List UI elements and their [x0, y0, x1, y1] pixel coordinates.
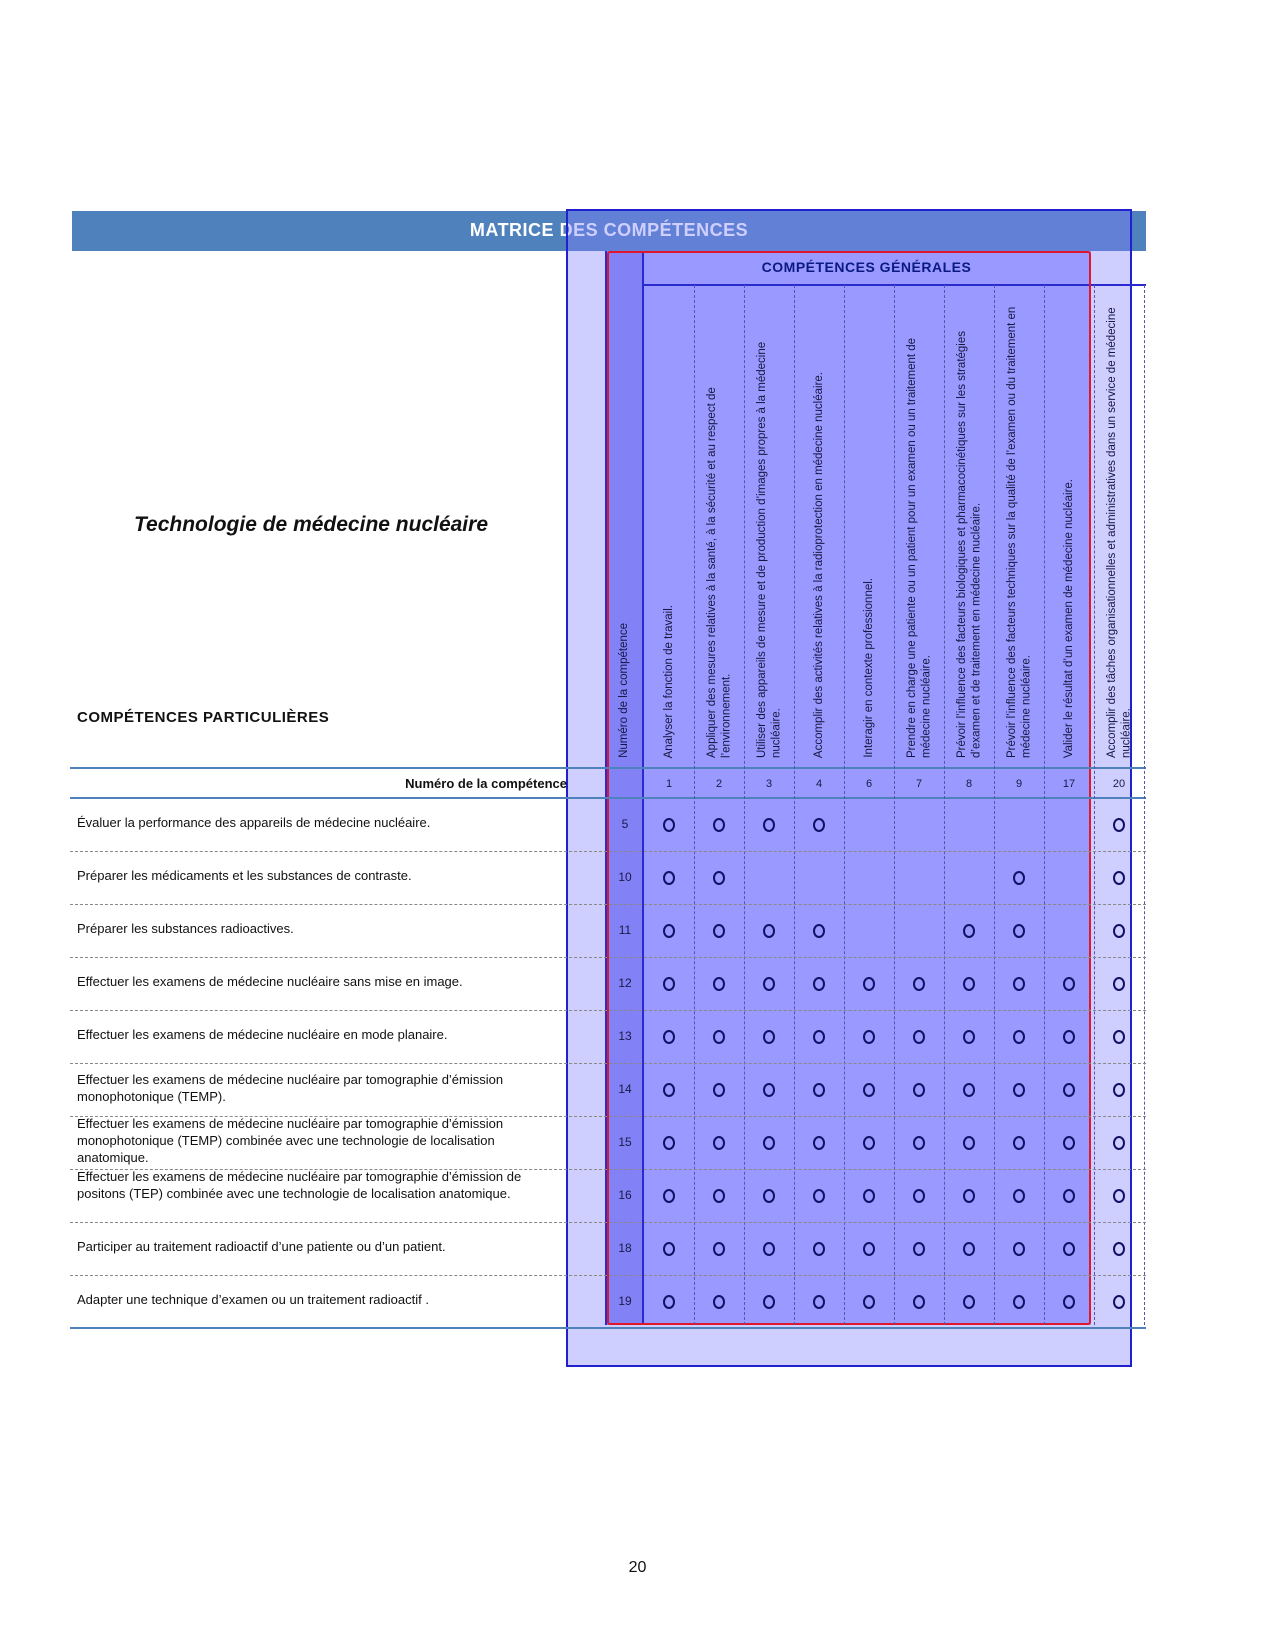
row-number: 10 — [618, 869, 632, 884]
competency-mark-circle — [763, 1295, 775, 1309]
column-number: 6 — [865, 778, 873, 790]
competency-mark-circle — [663, 1083, 675, 1097]
competency-mark-circle — [663, 871, 675, 885]
competency-mark-circle — [1013, 924, 1025, 938]
competency-mark-circle — [863, 1189, 875, 1203]
competency-mark-circle — [863, 1083, 875, 1097]
column-header — [799, 300, 839, 758]
row-divider — [70, 1010, 1146, 1011]
competency-mark-circle — [713, 1030, 725, 1044]
competency-mark-circle — [713, 871, 725, 885]
competency-mark-circle — [963, 1189, 975, 1203]
competency-mark-circle — [813, 818, 825, 832]
competency-mark-circle — [1063, 1083, 1075, 1097]
competency-mark-circle — [1113, 818, 1125, 832]
competency-mark-circle — [913, 1295, 925, 1309]
competency-mark-circle — [1013, 1242, 1025, 1256]
column-header-label: Prendre en charge une patiente ou un patient pour un examen ou un traitement de médecine nucléaire. — [905, 337, 932, 758]
rule — [70, 767, 1146, 769]
competency-mark-circle — [963, 1030, 975, 1044]
row-label: Effectuer les examens de médecine nucléaire par tomographie d’émission monophotonique (TEMP). — [77, 1071, 504, 1104]
competency-mark-circle — [1063, 1136, 1075, 1150]
row-number: 14 — [618, 1081, 632, 1096]
competency-mark-circle — [763, 1189, 775, 1203]
competency-mark-circle — [763, 1030, 775, 1044]
row-label: Effectuer les examens de médecine nucléaire sans mise en image. — [77, 974, 463, 989]
competency-mark-circle — [713, 1189, 725, 1203]
column-number: 8 — [965, 778, 973, 790]
column-header-label: Interagir en contexte professionnel. — [862, 578, 875, 758]
competency-mark-circle — [713, 1136, 725, 1150]
general-competencies-title: COMPÉTENCES GÉNÉRALES — [761, 259, 972, 275]
column-header-label: Valider le résultat d’un examen de médecine nucléaire. — [1062, 478, 1075, 758]
competency-mark-circle — [763, 1083, 775, 1097]
competency-mark-circle — [663, 818, 675, 832]
number-row-label: Numéro de la compétence — [405, 776, 567, 791]
page-title: MATRICE DES COMPÉTENCES — [469, 220, 749, 240]
row-number: 5 — [621, 816, 629, 831]
row-divider — [70, 1222, 1146, 1223]
competency-mark-circle — [1113, 924, 1125, 938]
competency-mark-circle — [813, 977, 825, 991]
competency-mark-circle — [963, 924, 975, 938]
competency-mark-circle — [1113, 1189, 1125, 1203]
competency-mark-circle — [913, 1030, 925, 1044]
column-header-label: Utiliser des appareils de mesure et de production d’images propres à la médecine nucléaire. — [755, 341, 782, 758]
column-header — [1049, 300, 1089, 758]
competency-mark-circle — [1113, 1030, 1125, 1044]
competency-mark-circle — [663, 1295, 675, 1309]
column-header-label: Numéro de la compétence — [618, 623, 631, 758]
competency-mark-circle — [863, 977, 875, 991]
row-label: Adapter une technique d’examen ou un traitement radioactif . — [77, 1292, 429, 1307]
competency-mark-circle — [1113, 871, 1125, 885]
row-label: Effectuer les examens de médecine nucléaire en mode planaire. — [77, 1027, 448, 1042]
competency-mark-circle — [1013, 1136, 1025, 1150]
competency-mark-circle — [1113, 977, 1125, 991]
column-header — [699, 300, 739, 758]
competency-mark-circle — [1013, 977, 1025, 991]
competency-mark-circle — [1013, 1030, 1025, 1044]
competency-mark-circle — [663, 924, 675, 938]
competency-mark-circle — [663, 1242, 675, 1256]
page-number: 20 — [628, 1559, 647, 1576]
competency-mark-circle — [663, 1136, 675, 1150]
row-divider — [70, 1063, 1146, 1064]
rule — [70, 797, 1146, 799]
column-header-label: Accomplir des tâches organisationnelles et administratives dans un service de médecine nucléaire. — [1105, 307, 1132, 758]
row-number: 19 — [618, 1293, 632, 1308]
column-header — [999, 300, 1039, 758]
competency-mark-circle — [663, 1030, 675, 1044]
competency-mark-circle — [763, 1242, 775, 1256]
column-header — [849, 300, 889, 758]
column-header — [899, 300, 939, 758]
column-header — [749, 300, 789, 758]
competency-mark-circle — [713, 977, 725, 991]
row-divider — [70, 851, 1146, 852]
row-label: Participer au traitement radioactif d’une patiente ou d’un patient. — [77, 1239, 446, 1254]
competency-mark-circle — [813, 1136, 825, 1150]
competency-mark-circle — [863, 1030, 875, 1044]
row-label: Effectuer les examens de médecine nucléaire par tomographie d’émission monophotonique (TEMP) combinée avec une technologie de localisation anatomique. — [77, 1116, 504, 1165]
column-number: 7 — [915, 778, 923, 790]
column-number: 17 — [1062, 778, 1076, 790]
competency-mark-circle — [963, 1295, 975, 1309]
column-header — [649, 300, 689, 758]
row-number: 12 — [618, 975, 632, 990]
competency-mark-circle — [913, 1242, 925, 1256]
competency-mark-circle — [963, 1242, 975, 1256]
competency-mark-circle — [813, 1189, 825, 1203]
document-title: Technologie de médecine nucléaire — [134, 513, 488, 536]
row-label: Effectuer les examens de médecine nucléaire par tomographie d’émission de positons (TEP) combinée avec une technologie de localisation anatomique. — [77, 1169, 522, 1201]
competency-mark-circle — [1063, 977, 1075, 991]
competency-mark-circle — [963, 1083, 975, 1097]
competency-mark-circle — [713, 1083, 725, 1097]
column-number: 3 — [765, 778, 773, 790]
column-number: 4 — [815, 778, 823, 790]
row-number: 11 — [618, 922, 632, 937]
row-number: 15 — [618, 1134, 632, 1149]
competency-mark-circle — [1013, 871, 1025, 885]
column-number: 20 — [1112, 778, 1126, 790]
competency-mark-circle — [863, 1136, 875, 1150]
competency-mark-circle — [1063, 1295, 1075, 1309]
competency-mark-circle — [963, 1136, 975, 1150]
competency-mark-circle — [713, 1295, 725, 1309]
competency-mark-circle — [713, 924, 725, 938]
competency-mark-circle — [1013, 1083, 1025, 1097]
row-number: 13 — [618, 1028, 632, 1043]
competency-mark-circle — [713, 1242, 725, 1256]
competency-mark-circle — [763, 818, 775, 832]
competency-mark-circle — [763, 924, 775, 938]
column-header-label: Prévoir l’influence des facteurs techniques sur la qualité de l’examen ou du traitement en médecine nucléaire. — [1005, 306, 1032, 758]
competency-mark-circle — [1013, 1295, 1025, 1309]
competency-mark-circle — [1113, 1136, 1125, 1150]
competency-mark-circle — [1113, 1295, 1125, 1309]
column-number: 9 — [1015, 778, 1023, 790]
competency-mark-circle — [813, 924, 825, 938]
competency-mark-circle — [913, 1083, 925, 1097]
competency-mark-circle — [1063, 1030, 1075, 1044]
competency-mark-circle — [1013, 1189, 1025, 1203]
competency-mark-circle — [863, 1242, 875, 1256]
competency-mark-circle — [813, 1083, 825, 1097]
competency-mark-circle — [1113, 1083, 1125, 1097]
row-label: Préparer les médicaments et les substances de contraste. — [77, 868, 412, 883]
column-number: 2 — [715, 778, 723, 790]
column-header-label: Prévoir l’influence des facteurs biologiques et pharmacocinétiques sur les stratégies d’examen et de traitement en médecine nucléaire. — [955, 330, 982, 758]
competency-mark-circle — [813, 1295, 825, 1309]
competency-mark-circle — [913, 1136, 925, 1150]
competency-mark-circle — [663, 1189, 675, 1203]
competency-mark-circle — [763, 1136, 775, 1150]
competency-mark-circle — [1063, 1189, 1075, 1203]
column-header-number — [607, 300, 642, 758]
competency-mark-circle — [963, 977, 975, 991]
row-number: 16 — [618, 1187, 632, 1202]
specific-competencies-title: COMPÉTENCES PARTICULIÈRES — [77, 709, 330, 726]
row-divider — [70, 1275, 1146, 1276]
column-number: 1 — [665, 778, 673, 790]
competency-mark-circle — [913, 1189, 925, 1203]
competency-mark-circle — [713, 818, 725, 832]
competency-mark-circle — [1113, 1242, 1125, 1256]
column-header — [949, 300, 989, 758]
competency-mark-circle — [813, 1030, 825, 1044]
row-divider — [70, 904, 1146, 905]
competency-mark-circle — [863, 1295, 875, 1309]
column-header-label: Accomplir des activités relatives à la radioprotection en médecine nucléaire. — [812, 371, 825, 758]
competency-mark-circle — [663, 977, 675, 991]
row-label: Évaluer la performance des appareils de médecine nucléaire. — [77, 815, 431, 830]
row-number: 18 — [618, 1240, 632, 1255]
competency-mark-circle — [813, 1242, 825, 1256]
rule — [70, 1327, 1146, 1329]
column-header — [1099, 300, 1139, 758]
row-label: Préparer les substances radioactives. — [77, 921, 294, 936]
column-header-label: Analyser la fonction de travail. — [662, 604, 675, 758]
column-header-label: Appliquer des mesures relatives à la santé, à la sécurité et au respect de l’environnement. — [705, 387, 732, 758]
competency-mark-circle — [913, 977, 925, 991]
competency-mark-circle — [763, 977, 775, 991]
competency-mark-circle — [1063, 1242, 1075, 1256]
row-divider — [70, 957, 1146, 958]
